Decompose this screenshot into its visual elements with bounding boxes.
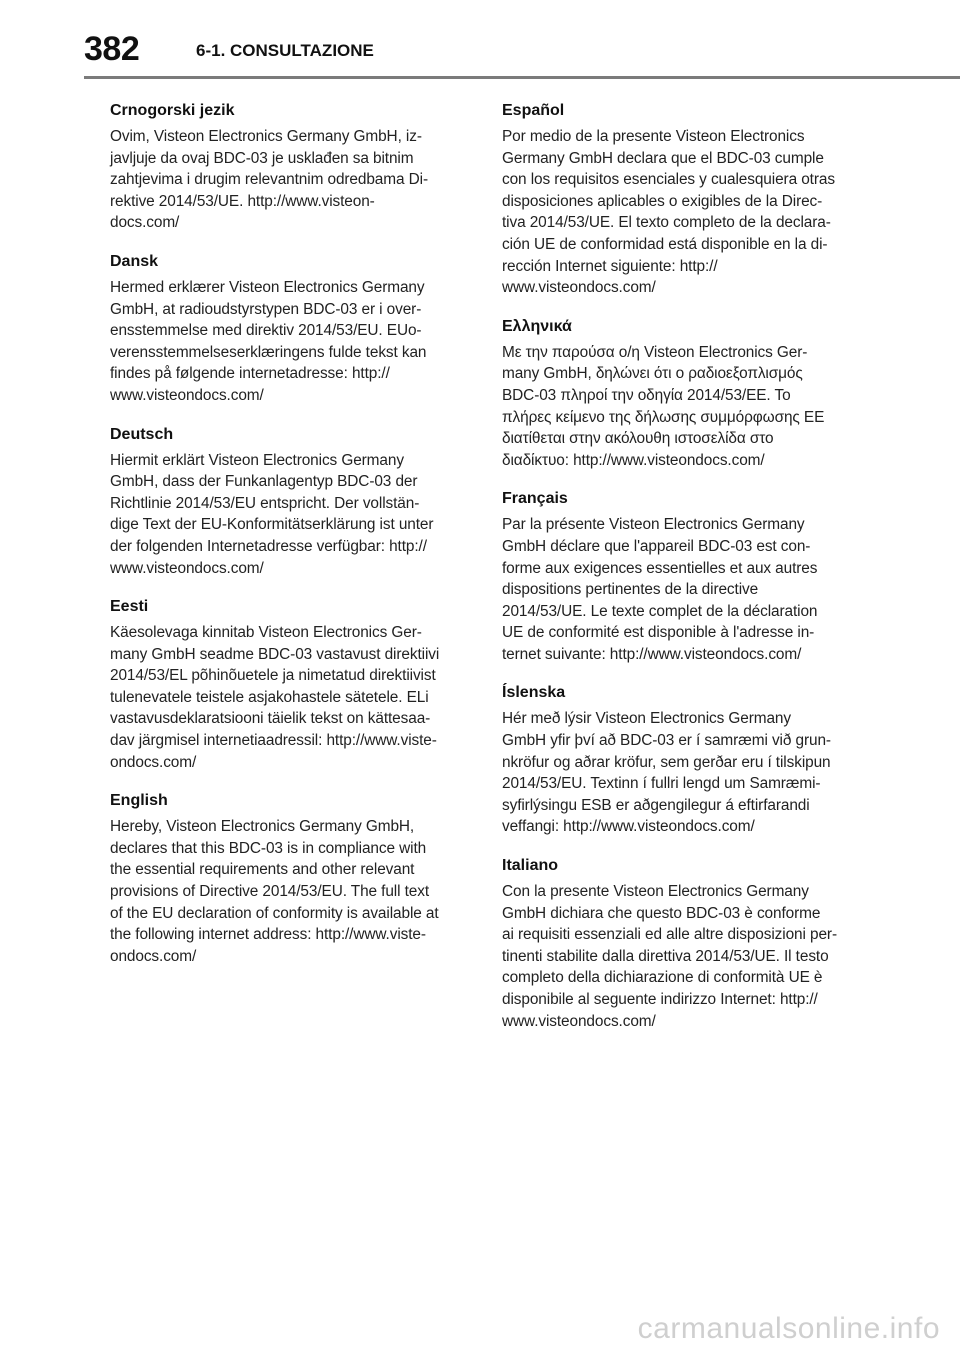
text-line: Με την παρούσα ο/η Visteon Electronics Ger- [502, 343, 808, 361]
text-line: dige Text der EU-Konformitätserklärung ist unter [110, 516, 434, 534]
text-line: of the EU declaration of conformity is available at [110, 904, 439, 922]
text-line: ensstemmelse med direktiv 2014/53/EU. EUo- [110, 322, 422, 340]
text-line: 2014/53/UE. Le texte complet de la déclaration [502, 602, 818, 620]
declaration-text [502, 881, 850, 1032]
text-line: Käesolevaga kinnitab Visteon Electronics Ger- [110, 624, 422, 642]
text-line: findes på følgende internetadresse: http:// [110, 365, 390, 383]
page-number: 382 [84, 30, 140, 68]
watermark: carmanualsonline.info [637, 1312, 940, 1345]
text-line: the following internet address: http://www.viste- [110, 926, 426, 944]
text-line: GmbH déclare que l'appareil BDC-03 est con- [502, 537, 811, 555]
page-header [0, 0, 960, 80]
declaration-text [502, 708, 850, 838]
text-line: GmbH, dass der Funkanlagentyp BDC-03 der [110, 473, 418, 491]
left-column [110, 100, 458, 984]
declaration-text [502, 514, 850, 665]
text-line: www.visteondocs.com/ [502, 1012, 656, 1030]
text-line: nkröfur og aðrar kröfur, sem gerðar eru í tilskipun [502, 753, 831, 771]
text-line: Hér með lýsir Visteon Electronics Germany [502, 710, 791, 728]
language-title: Eesti [110, 598, 149, 616]
language-section [110, 790, 458, 967]
text-line: con los requisitos esenciales y cualesquiera otras [502, 171, 835, 189]
text-line: docs.com/ [110, 214, 180, 232]
text-line: provisions of Directive 2014/53/EU. The full text [110, 883, 430, 901]
language-section [110, 100, 458, 234]
text-line: veffangi: http://www.visteondocs.com/ [502, 818, 755, 836]
text-line: syfirlýsingu ESB er aðgengilegur á eftirfarandi [502, 796, 810, 814]
language-section [502, 682, 850, 838]
text-line: ondocs.com/ [110, 947, 197, 965]
text-line: Hiermit erklärt Visteon Electronics Germany [110, 451, 404, 469]
text-line: disponibile al seguente indirizzo Internet: http:// [502, 991, 818, 1008]
text-line: zahtjevima i drugim relevantnim odredbama Di- [110, 171, 428, 189]
language-title: Deutsch [110, 425, 174, 443]
text-line: πλήρες κείμενο της δήλωσης συμμόρφωσης ΕΕ [502, 408, 825, 426]
text-line: ción UE de conformidad está disponible en la di- [502, 235, 828, 253]
text-line: many GmbH seadme BDC-03 vastavust direktiivi [110, 645, 440, 663]
declaration-text [110, 816, 458, 967]
text-line: Par la présente Visteon Electronics Germany [502, 516, 805, 534]
text-line: rección Internet siguiente: http:// [502, 257, 718, 275]
text-line: www.visteondocs.com/ [110, 559, 264, 577]
language-title: Ελληνικά [502, 317, 572, 335]
text-line: ondocs.com/ [110, 753, 197, 771]
text-line: Ovim, Visteon Electronics Germany GmbH, iz- [110, 128, 422, 145]
text-line: Richtlinie 2014/53/EU entspricht. Der vollstän- [110, 494, 420, 512]
text-line: GmbH yfir því að BDC-03 er í samræmi við grun- [502, 732, 831, 750]
declaration-text [110, 450, 458, 580]
language-title: Crnogorski jezik [110, 102, 235, 119]
text-line: rektive 2014/53/UE. http://www.visteon- [110, 192, 375, 210]
language-section [502, 316, 850, 472]
text-line: UE de conformité est disponible à l'adresse in- [502, 624, 815, 642]
language-title: Dansk [110, 252, 159, 270]
text-line: der folgenden Internetadresse verfügbar: http:// [110, 537, 427, 555]
language-title: Español [502, 102, 565, 119]
language-title: Italiano [502, 857, 559, 875]
language-title: Français [502, 490, 568, 508]
text-line: www.visteondocs.com/ [110, 386, 264, 404]
text-line: Hereby, Visteon Electronics Germany GmbH, [110, 818, 415, 836]
text-line: dav järgmisel internetiaadressil: http://www.viste- [110, 732, 437, 750]
declaration-text [502, 342, 850, 472]
text-line: vastavusdeklaratsiooni täielik tekst on kättesaa- [110, 710, 431, 728]
text-line: forme aux exigences essentielles et aux autres [502, 559, 818, 577]
declaration-text [502, 126, 850, 299]
language-section [110, 251, 458, 407]
text-line: Por medio de la presente Visteon Electronics [502, 128, 805, 145]
text-line: Hermed erklærer Visteon Electronics Germany [110, 278, 425, 296]
section-title: 6-1. CONSULTAZIONE [196, 41, 374, 60]
text-line: 2014/53/EL põhinõuetele ja nimetatud direktiivist [110, 667, 436, 685]
text-line: GmbH, at radioudstyrstypen BDC-03 er i over- [110, 300, 422, 318]
text-line: 2014/53/EU. Textinn í fullri lengd um Samræmi- [502, 775, 821, 793]
right-column [502, 100, 850, 1049]
language-section [502, 100, 850, 299]
language-section [502, 488, 850, 665]
text-line: BDC-03 πληροί την οδηγία 2014/53/ΕΕ. Το [502, 386, 791, 404]
text-line: www.visteondocs.com/ [502, 279, 656, 297]
language-section [110, 596, 458, 773]
header-divider [84, 76, 960, 79]
text-line: tulenevatele teistele asjakohastele sätetele. ELi [110, 688, 429, 706]
language-section [110, 424, 458, 580]
text-line: tinenti stabilite dalla direttiva 2014/53/UE. Il testo [502, 947, 829, 965]
text-line: ai requisiti essenziali ed alle altre disposizioni per- [502, 926, 837, 944]
text-line: διατίθεται στην ακόλουθη ιστοσελίδα στο [502, 430, 774, 448]
declaration-text [110, 277, 458, 407]
language-section [502, 855, 850, 1032]
declaration-text [110, 622, 458, 773]
text-line: javljuje da ovaj BDC-03 je usklađen sa bitnim [110, 149, 414, 167]
language-title: English [110, 792, 168, 810]
text-line: ternet suivante: http://www.visteondocs.com/ [502, 645, 802, 663]
text-line: Germany GmbH declara que el BDC-03 cumple [502, 149, 824, 167]
text-line: tiva 2014/53/UE. El texto completo de la declara- [502, 214, 831, 232]
text-line: GmbH dichiara che questo BDC-03 è conforme [502, 904, 821, 922]
text-line: disposiciones aplicables o exigibles de la Direc- [502, 192, 823, 210]
declaration-text [110, 126, 458, 234]
text-line: verensstemmelseserklæringens fulde tekst kan [110, 343, 427, 361]
text-line: Con la presente Visteon Electronics Germany [502, 883, 809, 901]
text-line: dispositions pertinentes de la directive [502, 581, 759, 599]
text-line: many GmbH, δηλώνει ότι ο ραδιοεξοπλισμός [502, 365, 803, 383]
text-line: completo della dichiarazione di conformità UE è [502, 969, 823, 987]
text-line: διαδίκτυο: http://www.visteondocs.com/ [502, 451, 765, 469]
text-line: declares that this BDC-03 is in compliance with [110, 839, 427, 857]
language-title: Íslenska [502, 684, 566, 702]
text-line: the essential requirements and other relevant [110, 861, 415, 879]
